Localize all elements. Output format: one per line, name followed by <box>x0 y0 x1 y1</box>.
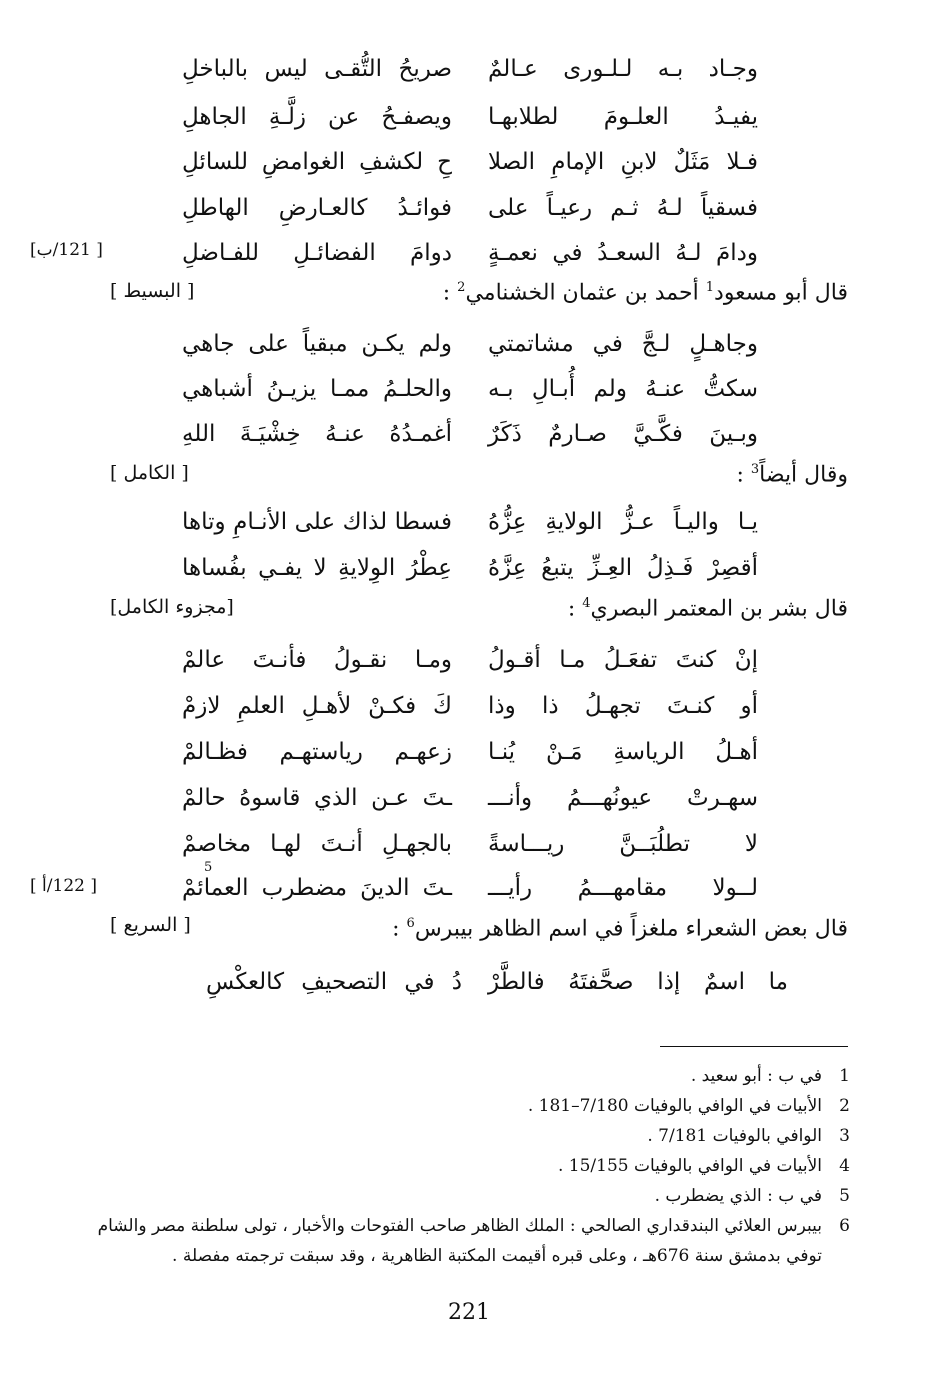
verse-first-hemistich: وبـينَ فكَّـيَّ صـارمٌ ذَكَرٌ <box>488 421 758 447</box>
verse-line <box>0 500 938 544</box>
verse-line <box>0 95 938 139</box>
intro-text: : <box>392 916 407 942</box>
verse-line <box>0 776 938 820</box>
verse-second-hemistich: حِ لكشفِ الغوامضِ للسائلِ <box>182 149 452 175</box>
intro-text: قال بعض الشعراء ملغزاً في اسم الظاهر بيبرس <box>414 916 848 942</box>
intro-text: وقال أيضاً <box>759 462 848 488</box>
intro-text: : <box>442 280 458 306</box>
verse-first-hemistich: سهـرتْ عيونُهـــمُ وأنـــ <box>488 785 758 811</box>
verse-line <box>0 412 938 456</box>
verse-second-hemistich: والحلـمُ ممـا يزيـنُ أشباهي <box>182 376 452 402</box>
footnote-number: 6 <box>839 1216 850 1236</box>
footnote-text: الوافي بالوفيات 7/181 . <box>647 1126 822 1146</box>
verse-second-hemistich: فوائـدُ كالعـارضِ الهاطلِ <box>182 195 452 221</box>
verse-first-hemistich: لــولا مقامهـــمُ رأيـــ <box>488 875 758 901</box>
verse-line <box>0 322 938 366</box>
verse-second-hemistich: ـتَ عـن الذي قاسوهُ حالمْ <box>182 785 452 811</box>
footnote-text: بيبرس العلائي البندقداري الصالحي : الملك الظاهر صاحب الفتوحات والأخبار ، تولى سلطنة مصر والشام <box>97 1216 822 1236</box>
verse-line <box>0 47 938 91</box>
verse-line <box>0 546 938 590</box>
verse-first-hemistich: لا تطلُبَــنَّ ريـــاسةً <box>488 831 758 857</box>
meter-label: [مجزوء الكامل] <box>110 596 234 618</box>
folio-marker: [ 121/ب] <box>30 240 103 260</box>
page-number: 221 <box>448 1300 490 1325</box>
verse-line <box>0 231 938 275</box>
verse-second-hemistich: ويصفـحُ عن زلَّـةِ الجاهلِ <box>182 104 452 130</box>
footnote-text: الأبيات في الوافي بالوفيات 15/155 . <box>557 1156 822 1176</box>
verse-line <box>0 822 938 866</box>
intro-text: : <box>567 596 583 622</box>
footnote <box>558 1156 850 1176</box>
verse-line <box>0 960 938 1004</box>
verse-second-hemistich: ومـا نقـولُ فأنـتَ عالمْ <box>182 647 452 673</box>
footnote-rule <box>660 1046 848 1047</box>
footnote <box>691 1066 850 1086</box>
footnote-ref: 6 <box>406 916 415 931</box>
verse-line <box>0 866 938 910</box>
verse-second-hemistich: بالجهـلِ أنـتَ لهـا مخاصمْ <box>182 831 452 857</box>
footnote <box>528 1096 850 1116</box>
verse-second-hemistich: ـتَ الدينَ مضطرب العمائمْ <box>182 875 452 901</box>
verse-line <box>0 684 938 728</box>
verse-first-hemistich: سكتُّ عنـهُ ولم أُبـالِ بـه <box>488 376 758 402</box>
footnote-continuation: توفي بدمشق سنة 676هـ ، وعلى قبره أقيمت المكتبة الظاهرية ، وقد سبقت ترجمته مفصلة . <box>172 1246 822 1266</box>
poem-intro <box>443 280 848 305</box>
footnote-text: في ب : أبو سعيد . <box>690 1066 822 1086</box>
intro-text: قال أبو مسعود <box>714 280 848 306</box>
footnote-number: 2 <box>839 1096 850 1116</box>
verse-first-hemistich: أهـلُ الرياسةِ مَـنْ يُنـا <box>488 739 758 765</box>
footnote-ref: 2 <box>457 280 466 295</box>
verse-first-hemistich: أقصِرْ فَـذِلُ العِـزِّ يتبعُ عِزَّهُ <box>488 555 758 581</box>
verse-line <box>0 730 938 774</box>
footnote-ref: 3 <box>750 462 760 477</box>
verse-second-hemistich: ولم يكـن مبقياً على جاهي <box>182 331 452 357</box>
meter-label: [ الكامل ] <box>110 462 189 484</box>
verse-second-hemistich: أغمـدُهُ عنـهُ خِشْيَـةَ اللهِ <box>182 421 452 447</box>
verse-line <box>0 186 938 230</box>
verse-second-hemistich: صريحُ التُّقـى ليس بالباخلِ <box>182 56 452 82</box>
verse-first-hemistich: أو كنـتَ تجهـلُ ذا وذا <box>488 693 758 719</box>
verse-first-hemistich: ما اسمٌ إذا صحَّفتَهُ فالطَّرْ <box>488 969 788 995</box>
verse-first-hemistich: ودامَ لـهُ السعـدُ في نعمـةٍ <box>488 240 758 266</box>
verse-second-hemistich: عِطْرُ الوِلايةِ لا يفـي بفُساها <box>182 555 452 581</box>
verse-second-hemistich: فسطا لذاك على الأنـامِ وتاها <box>182 509 452 535</box>
verse-second-hemistich: كَ فكـنْ لأهـلِ العلمِ لازمْ <box>182 693 452 719</box>
footnote-text: في ب : الذي يضطرب . <box>654 1186 822 1206</box>
poem-intro <box>736 462 848 487</box>
folio-marker: [ 122/أ ] <box>30 876 97 896</box>
verse-first-hemistich: فسقياً لـهُ ثـم رعيـاً على <box>488 195 758 221</box>
verse-second-hemistich: زعهـم رياستهـم فظـالمْ <box>182 739 452 765</box>
poem-intro <box>568 596 848 621</box>
meter-label: [ السريع ] <box>110 914 191 936</box>
verse-first-hemistich: يـا واليـاً عـزُّ الولايةِ عِزُّهُ <box>488 509 758 535</box>
footnote-text: الأبيات في الوافي بالوفيات 7/180–181 . <box>527 1096 822 1116</box>
verse-second-hemistich: دُ في التصحيفِ كالعكْسِ <box>206 969 462 995</box>
verse-first-hemistich: يفيـدُ العلـومَ لطلابهـا <box>488 104 758 130</box>
verse-second-hemistich: دوامَ الفضائـلِ للفـاضلِ <box>182 240 452 266</box>
footnote <box>98 1216 850 1236</box>
footnote <box>647 1126 850 1146</box>
verse-first-hemistich: وجـاد بـه لـلـورى عـالمٌ <box>488 56 758 82</box>
meter-label: [ البسيط ] <box>110 280 195 302</box>
footnote-ref: 1 <box>705 280 715 295</box>
footnote-number: 3 <box>839 1126 850 1146</box>
footnote-number: 4 <box>839 1156 850 1176</box>
intro-text: أحمد بن عثمان الخشنامي <box>465 280 706 306</box>
footnote-ref: 4 <box>582 596 591 611</box>
intro-text: قال بشر بن المعتمر البصري <box>590 596 848 622</box>
verse-first-hemistich: إنْ كنتَ تفعَـلُ مـا أقـولُ <box>488 647 758 673</box>
intro-text: : <box>736 462 751 488</box>
footnote-ref: 5 <box>204 860 213 875</box>
footnote-number: 1 <box>839 1066 850 1086</box>
verse-line <box>0 367 938 411</box>
footnote-number: 5 <box>839 1186 850 1206</box>
poem-intro <box>392 916 848 941</box>
verse-line <box>0 638 938 682</box>
verse-first-hemistich: فـلا مَثَلٌ لابنِ الإمامِ الصلا <box>488 149 758 175</box>
verse-line <box>0 140 938 184</box>
footnote <box>655 1186 850 1206</box>
verse-first-hemistich: وجاهـلٍ لـجَّ في مشاتمتي <box>488 331 758 357</box>
